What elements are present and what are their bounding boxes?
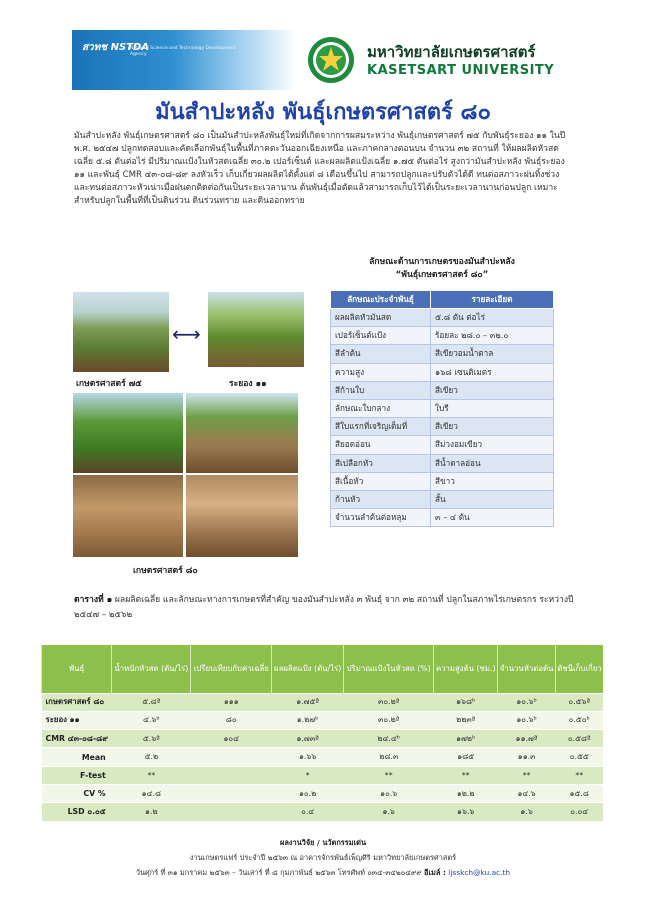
cassava-roots-pile-photo [186, 475, 298, 557]
yield-table-stat-row [42, 803, 604, 821]
characteristic-name: สีลำต้น [331, 345, 431, 363]
characteristic-name: สีใบแรกที่เจริญเต็มที่ [331, 418, 431, 436]
characteristics-title-line1: ลักษณะด้านการเกษตรของมันสำปะหลัง [369, 257, 515, 267]
characteristics-row [331, 436, 554, 454]
university-name-thai: มหาวิทยาลัยเกษตรศาสตร์ [367, 43, 536, 61]
stat-value: ๒๘.๓ [344, 748, 434, 766]
stat-value [191, 766, 272, 784]
stat-value: ๑.๖๖ [272, 748, 344, 766]
yield-table-header-row [42, 645, 604, 693]
stat-value: ๑๘๕ [434, 748, 498, 766]
characteristic-value: สั้น [431, 490, 554, 508]
yield-table-header-cell: เปรียบเทียบกับค่าเฉลี่ย [191, 645, 272, 693]
stat-name: F-test [42, 766, 112, 784]
characteristics-row [331, 363, 554, 381]
double-arrow-icon: ⟷ [172, 322, 201, 346]
characteristics-title [330, 256, 554, 282]
characteristics-title-line2: “พันธุ์เกษตรศาสตร์ ๘๐” [395, 270, 489, 280]
characteristic-value: สีม่วงอมเขียว [431, 436, 554, 454]
stat-value: ๑.๖ [344, 803, 434, 821]
stat-value: ๐.๕๕ [556, 748, 604, 766]
yield-table-cell: ๑๗๒ᵇ [434, 730, 498, 748]
stat-value: ๑๔.๖ [498, 784, 556, 802]
stat-value: ๕.๒ [112, 748, 191, 766]
stat-value: ๐.๔ [272, 803, 344, 821]
cassava-field-photo-ks80 [73, 393, 183, 473]
stat-value: ๐.๐๔ [556, 803, 604, 821]
variety-name: เกษตรศาสตร์ ๘๐ [42, 693, 112, 711]
yield-table-cell: ๐.๕๖ª [556, 693, 604, 711]
characteristics-row [331, 490, 554, 508]
characteristic-name: จำนวนลำต้นต่อหลุม [331, 509, 431, 527]
stat-value: ** [498, 766, 556, 784]
stat-value: ** [112, 766, 191, 784]
yield-table-header-cell: จำนวนหัวต่อต้น [498, 645, 556, 693]
table1-caption [74, 593, 574, 623]
kasetsart-header [307, 36, 567, 86]
caption-ks75: เกษตรศาสตร์ ๗๕ [76, 379, 142, 389]
characteristic-name: เปอร์เซ็นต์แป้ง [331, 327, 431, 345]
nstda-logo-text: สวทช NSTDA [82, 42, 150, 53]
yield-table-header-cell: ผลผลิตแป้ง (ตัน/ไร่) [272, 645, 344, 693]
characteristic-value: ร้อยละ ๒๘.๐ – ๓๒.๐ [431, 327, 554, 345]
yield-table-cell: ๑.๗๓ª [272, 730, 344, 748]
cassava-harvest-photo [186, 393, 298, 473]
yield-table-cell: ๘๐ [191, 711, 272, 729]
characteristic-value: สีขาว [431, 472, 554, 490]
yield-table-cell: ๑๖๘ᵇ [434, 693, 498, 711]
stat-value: ๑๐.๖ [344, 784, 434, 802]
characteristic-name: สีก้านใบ [331, 381, 431, 399]
footer-line1: ผลงานวิจัย / นวัตกรรมเด่น [280, 838, 366, 847]
characteristic-name: สีเปลือกหัว [331, 454, 431, 472]
stat-value: ๑๕.๘ [556, 784, 604, 802]
kasetsart-seal-icon [307, 36, 355, 84]
yield-table-cell: ๑๐.๖ᵇ [498, 693, 556, 711]
yield-table-cell: ๑.๒๗ᵇ [272, 711, 344, 729]
characteristic-name: ลักษณะใบกลาง [331, 399, 431, 417]
variety-name: ระยอง ๑๑ [42, 711, 112, 729]
yield-table-cell: ๑๑๑ [191, 693, 272, 711]
yield-table-cell: ๔.๖ᵇ [112, 711, 191, 729]
yield-table-cell: ๑๐๔ [191, 730, 272, 748]
yield-table-cell: ๓๐.๒ª [344, 711, 434, 729]
characteristics-row [331, 327, 554, 345]
characteristic-value: ใบรี [431, 399, 554, 417]
characteristic-name: ความสูง [331, 363, 431, 381]
yield-table-stat-row [42, 766, 604, 784]
stat-value: ๑๔.๘ [112, 784, 191, 802]
characteristic-value: สีเขียว [431, 418, 554, 436]
yield-table-cell: ๕.๖ª [112, 730, 191, 748]
stat-value: * [272, 766, 344, 784]
characteristic-name: ก้านหัว [331, 490, 431, 508]
characteristic-name: สีเนื้อหัว [331, 472, 431, 490]
characteristics-row [331, 509, 554, 527]
yield-table-cell: ๑๑.๗ª [498, 730, 556, 748]
yield-table-cell: ๐.๕๘ª [556, 730, 604, 748]
cassava-field-photo-ry11 [208, 292, 304, 367]
characteristics-table [330, 290, 554, 527]
characteristics-row [331, 309, 554, 327]
yield-table-row [42, 693, 604, 711]
stat-value [191, 784, 272, 802]
footer-line2: งานเกษตรแฟร์ ประจำปี ๒๕๖๓ ณ อาคารจักรพันธ์เพ็ญศิริ มหาวิทยาลัยเกษตรศาสตร์ [189, 853, 457, 862]
stat-name: Mean [42, 748, 112, 766]
footer-email-label: อีเมล์ : [424, 868, 446, 877]
caption-ks80: เกษตรศาสตร์ ๘๐ [133, 566, 198, 576]
yield-table-cell: ๓๐.๒ª [344, 693, 434, 711]
yield-table-header-cell: น้ำหนักหัวสด (ตัน/ไร่) [112, 645, 191, 693]
yield-table-body [42, 693, 604, 821]
yield-table-header-cell: ดัชนีเก็บเกี่ยว [556, 645, 604, 693]
yield-table-header-cell: ความสูงต้น (ซม.) [434, 645, 498, 693]
yield-table-cell: ๑.๗๕ª [272, 693, 344, 711]
yield-comparison-table [41, 645, 603, 821]
characteristics-row [331, 454, 554, 472]
page-title: มันสำปะหลัง พันธุ์เกษตรศาสตร์ ๘๐ [155, 100, 491, 125]
characteristic-value: ๑๖๘ เซนติเมตร [431, 363, 554, 381]
characteristic-value: สีเขียวอมน้ำตาล [431, 345, 554, 363]
characteristics-row [331, 472, 554, 490]
characteristic-name: สียอดอ่อน [331, 436, 431, 454]
characteristic-value: สีน้ำตาลอ่อน [431, 454, 554, 472]
yield-table-header-cell: ปริมาณแป้งในหัวสด (%) [344, 645, 434, 693]
footer [0, 835, 646, 880]
stat-value: ๑.๖ [498, 803, 556, 821]
stat-value: ๑๖.๖ [434, 803, 498, 821]
stat-value [191, 748, 272, 766]
variety-name: CMR ๔๓-๐๘-๘๙ [42, 730, 112, 748]
characteristic-name: ผลผลิตหัวมันสด [331, 309, 431, 327]
footer-line3-text: วันศุกร์ ที่ ๓๑ มกราคม ๒๕๖๓ – วันเสาร์ ที่ ๘ กุมภาพันธ์ ๒๕๖๓ โทรศัพท์ ๐๓๔-๓๔๒๐๔๙๙ [135, 868, 422, 877]
yield-table-cell: ๒๒๓ª [434, 711, 498, 729]
characteristics-row [331, 418, 554, 436]
yield-table-cell: ๑๐.๖ᵇ [498, 711, 556, 729]
university-name-english: KASETSART UNIVERSITY [367, 63, 555, 78]
stat-value: ** [434, 766, 498, 784]
characteristic-value: ๕.๘ ตัน ต่อไร่ [431, 309, 554, 327]
stat-value: ๑๒.๒ [434, 784, 498, 802]
characteristics-row [331, 345, 554, 363]
footer-email-link[interactable]: ljsskch@ku.ac.th [448, 868, 511, 877]
characteristics-table-body [331, 309, 554, 527]
intro-paragraph: มันสำปะหลัง พันธุ์เกษตรศาสตร์ ๘๐ เป็นมันสำปะหลังพันธุ์ใหม่ที่เกิดจากการผสมระหว่าง พันธุ์เกษตรศาสตร์ ๗๕ กับพันธุ์ระยอง ๑๑ ในปี พ.ศ. ๒๕๔๗ ปลูกทดสอบและคัดเลือกพันธุ์ในพื้นที่ภาคตะวันออกเฉียงเหนือ และภาคกลางตอนบน จำนวน ๓๒ สถานที่ ให้ผลผลิตหัวสดเฉลี่ย ๕.๘ ตันต่อไร่ มีปริมาณแป้งในหัวสดเฉลี่ย ๓๐.๒ เปอร์เซ็นต์ และผลผลิตแป้งเฉลี่ย ๑.๗๕ ตันต่อไร่ สูงกว่ามันสำปะหลัง พันธุ์ระยอง ๑๑ และพันธุ์ CMR ๔๓-๐๘-๘๙ ลงหัวเร็ว เก็บเกี่ยวผลผลิตได้ตั้งแต่ ๘ เดือนขึ้นไป สามารถปลูกและปรับตัวได้ดี ทนต่อสภาวะฝนทิ้งช่วง และทนต่อสภาวะหัวเน่าเมื่อฝนตกติดต่อกันเป็นระยะเวลานาน ต้นพันธุ์เมื่อตัดแล้วสามารถเก็บไว้ได้เป็นระยะเวลานานก่อนปลูก เหมาะสำหรับปลูกในพื้นที่ที่เป็นดินร่วน ดินร่วนทราย และดินออกทราย [74, 131, 566, 206]
footer-line3 [0, 865, 646, 880]
yield-table-row [42, 711, 604, 729]
yield-table-stat-row [42, 784, 604, 802]
table1-caption-text: ผลผลิตเฉลี่ย และลักษณะทางการเกษตรที่สำคัญ ของมันสำปะหลัง ๓ พันธุ์ จาก ๓๒ สถานที่ ปลูกในสภาพไร่เกษตรกร ระหว่างปี ๒๕๔๗ – ๒๕๖๒ [74, 595, 574, 620]
cassava-roots-photo [73, 475, 183, 557]
table1-label: ตารางที่ ๑ [74, 595, 113, 605]
cassava-field-photo-ks75 [73, 292, 169, 372]
char-header-trait: ลักษณะประจำพันธุ์ [331, 291, 431, 309]
yield-table-row [42, 730, 604, 748]
characteristic-value: สีเขียว [431, 381, 554, 399]
characteristic-value: ๓ – ๔ ต้น [431, 509, 554, 527]
stat-value: ** [344, 766, 434, 784]
stat-name: CV % [42, 784, 112, 802]
stat-value: ** [556, 766, 604, 784]
yield-table-cell: ๒๔.๔ᵇ [344, 730, 434, 748]
stat-value: ๑๐.๒ [272, 784, 344, 802]
agency-text: National Science and Technology Development Agency [130, 46, 236, 57]
stat-value [191, 803, 272, 821]
yield-table-cell: ๐.๕๐ᵇ [556, 711, 604, 729]
yield-table-cell: ๕.๘ª [112, 693, 191, 711]
yield-table-header-cell: พันธุ์ [42, 645, 112, 693]
characteristics-row [331, 381, 554, 399]
stat-name: LSD ๐.๐๕ [42, 803, 112, 821]
stat-value: ๑๑.๓ [498, 748, 556, 766]
caption-ry11: ระยอง ๑๑ [229, 379, 267, 389]
characteristics-row [331, 399, 554, 417]
nstda-banner [72, 30, 296, 90]
char-header-detail: รายละเอียด [431, 291, 554, 309]
yield-table-stat-row [42, 748, 604, 766]
stat-value: ๑.๒ [112, 803, 191, 821]
